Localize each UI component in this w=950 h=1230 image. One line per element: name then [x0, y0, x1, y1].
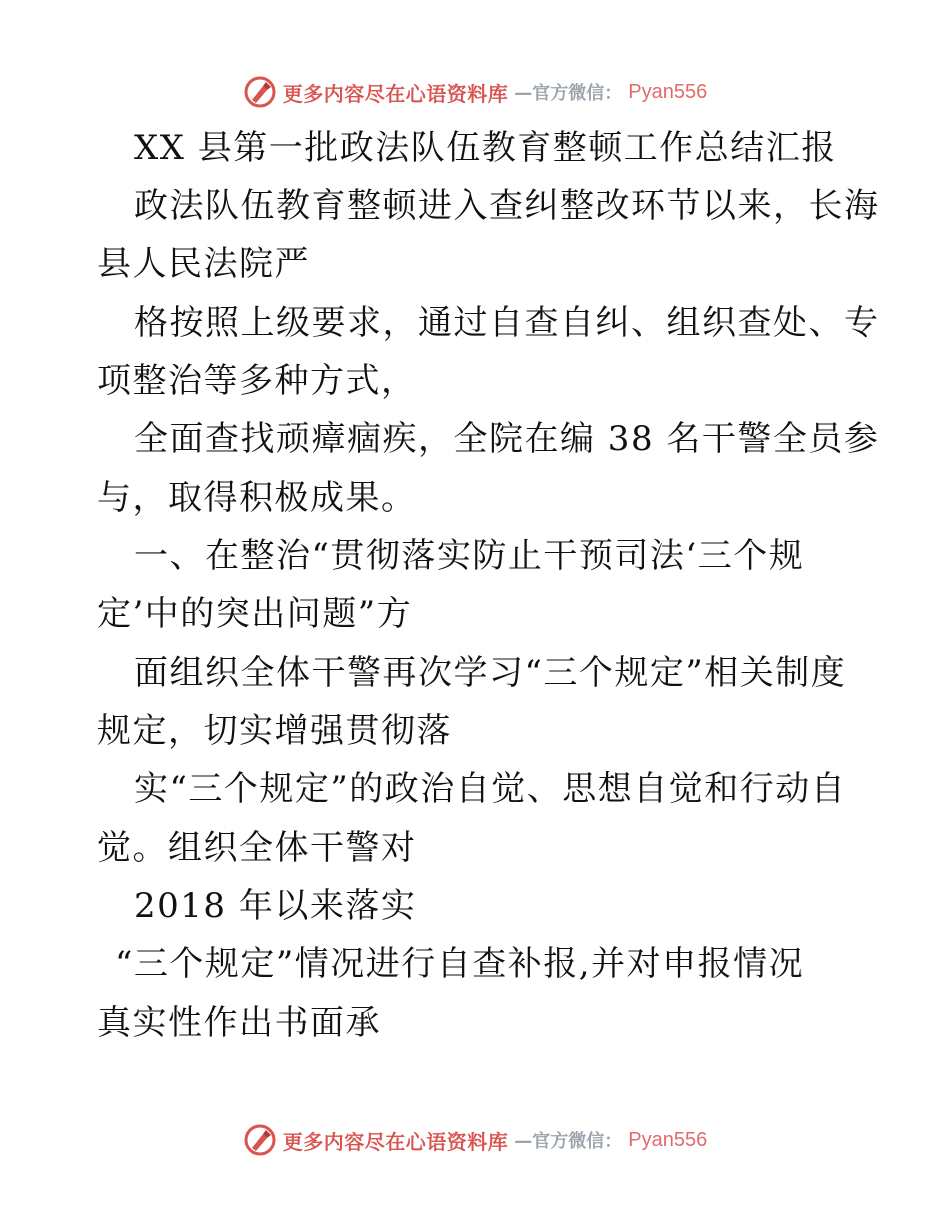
paragraph-line: 觉。组织全体干警对: [97, 828, 417, 868]
watermark-official-label: —官方微信：: [514, 1131, 623, 1152]
pen-nib-icon: [243, 1123, 277, 1157]
paragraph-line: “三个规定”情况进行自查补报,并对申报情况: [115, 944, 805, 984]
paragraph-line: 真实性作出书面承: [97, 1003, 381, 1043]
paragraph-line: 县人民法院严: [97, 244, 310, 284]
watermark-site-text: 更多内容尽在心语资料库: [282, 81, 509, 106]
watermark-official-label: —官方微信：: [514, 83, 623, 104]
paragraph-line: 政法队伍教育整顿进入查纠整改环节以来，长海: [134, 186, 880, 226]
watermark-site-text: 更多内容尽在心语资料库: [282, 1129, 509, 1154]
section-heading-line: 一、在整治“贯彻落实防止干预司法‘三个规: [134, 536, 805, 576]
watermark-wechat-id: Pyan556: [628, 1128, 708, 1151]
document-title: XX 县第一批政法队伍教育整顿工作总结汇报: [134, 128, 837, 168]
watermark-banner-top: [0, 72, 950, 112]
pen-nib-icon: [243, 75, 277, 109]
paragraph-line: 2018 年以来落实: [134, 886, 417, 926]
paragraph-line: 规定，切实增强贯彻落: [97, 711, 452, 751]
watermark-wechat-id: Pyan556: [628, 80, 708, 103]
paragraph-line: 全面查找顽瘴痼疾，全院在编 38 名干警全员参: [134, 419, 880, 459]
watermark-banner-bottom: [0, 1120, 950, 1160]
paragraph-line: 与，取得积极成果。: [97, 478, 417, 518]
paragraph-line: 项整治等多种方式，: [97, 361, 417, 401]
paragraph-line: 实“三个规定”的政治自觉、思想自觉和行动自: [134, 769, 847, 809]
paragraph-line: 面组织全体干警再次学习“三个规定”相关制度: [134, 653, 847, 693]
section-heading-line: 定’中的突出问题”方: [97, 594, 413, 634]
paragraph-line: 格按照上级要求，通过自查自纠、组织查处、专: [134, 303, 880, 343]
